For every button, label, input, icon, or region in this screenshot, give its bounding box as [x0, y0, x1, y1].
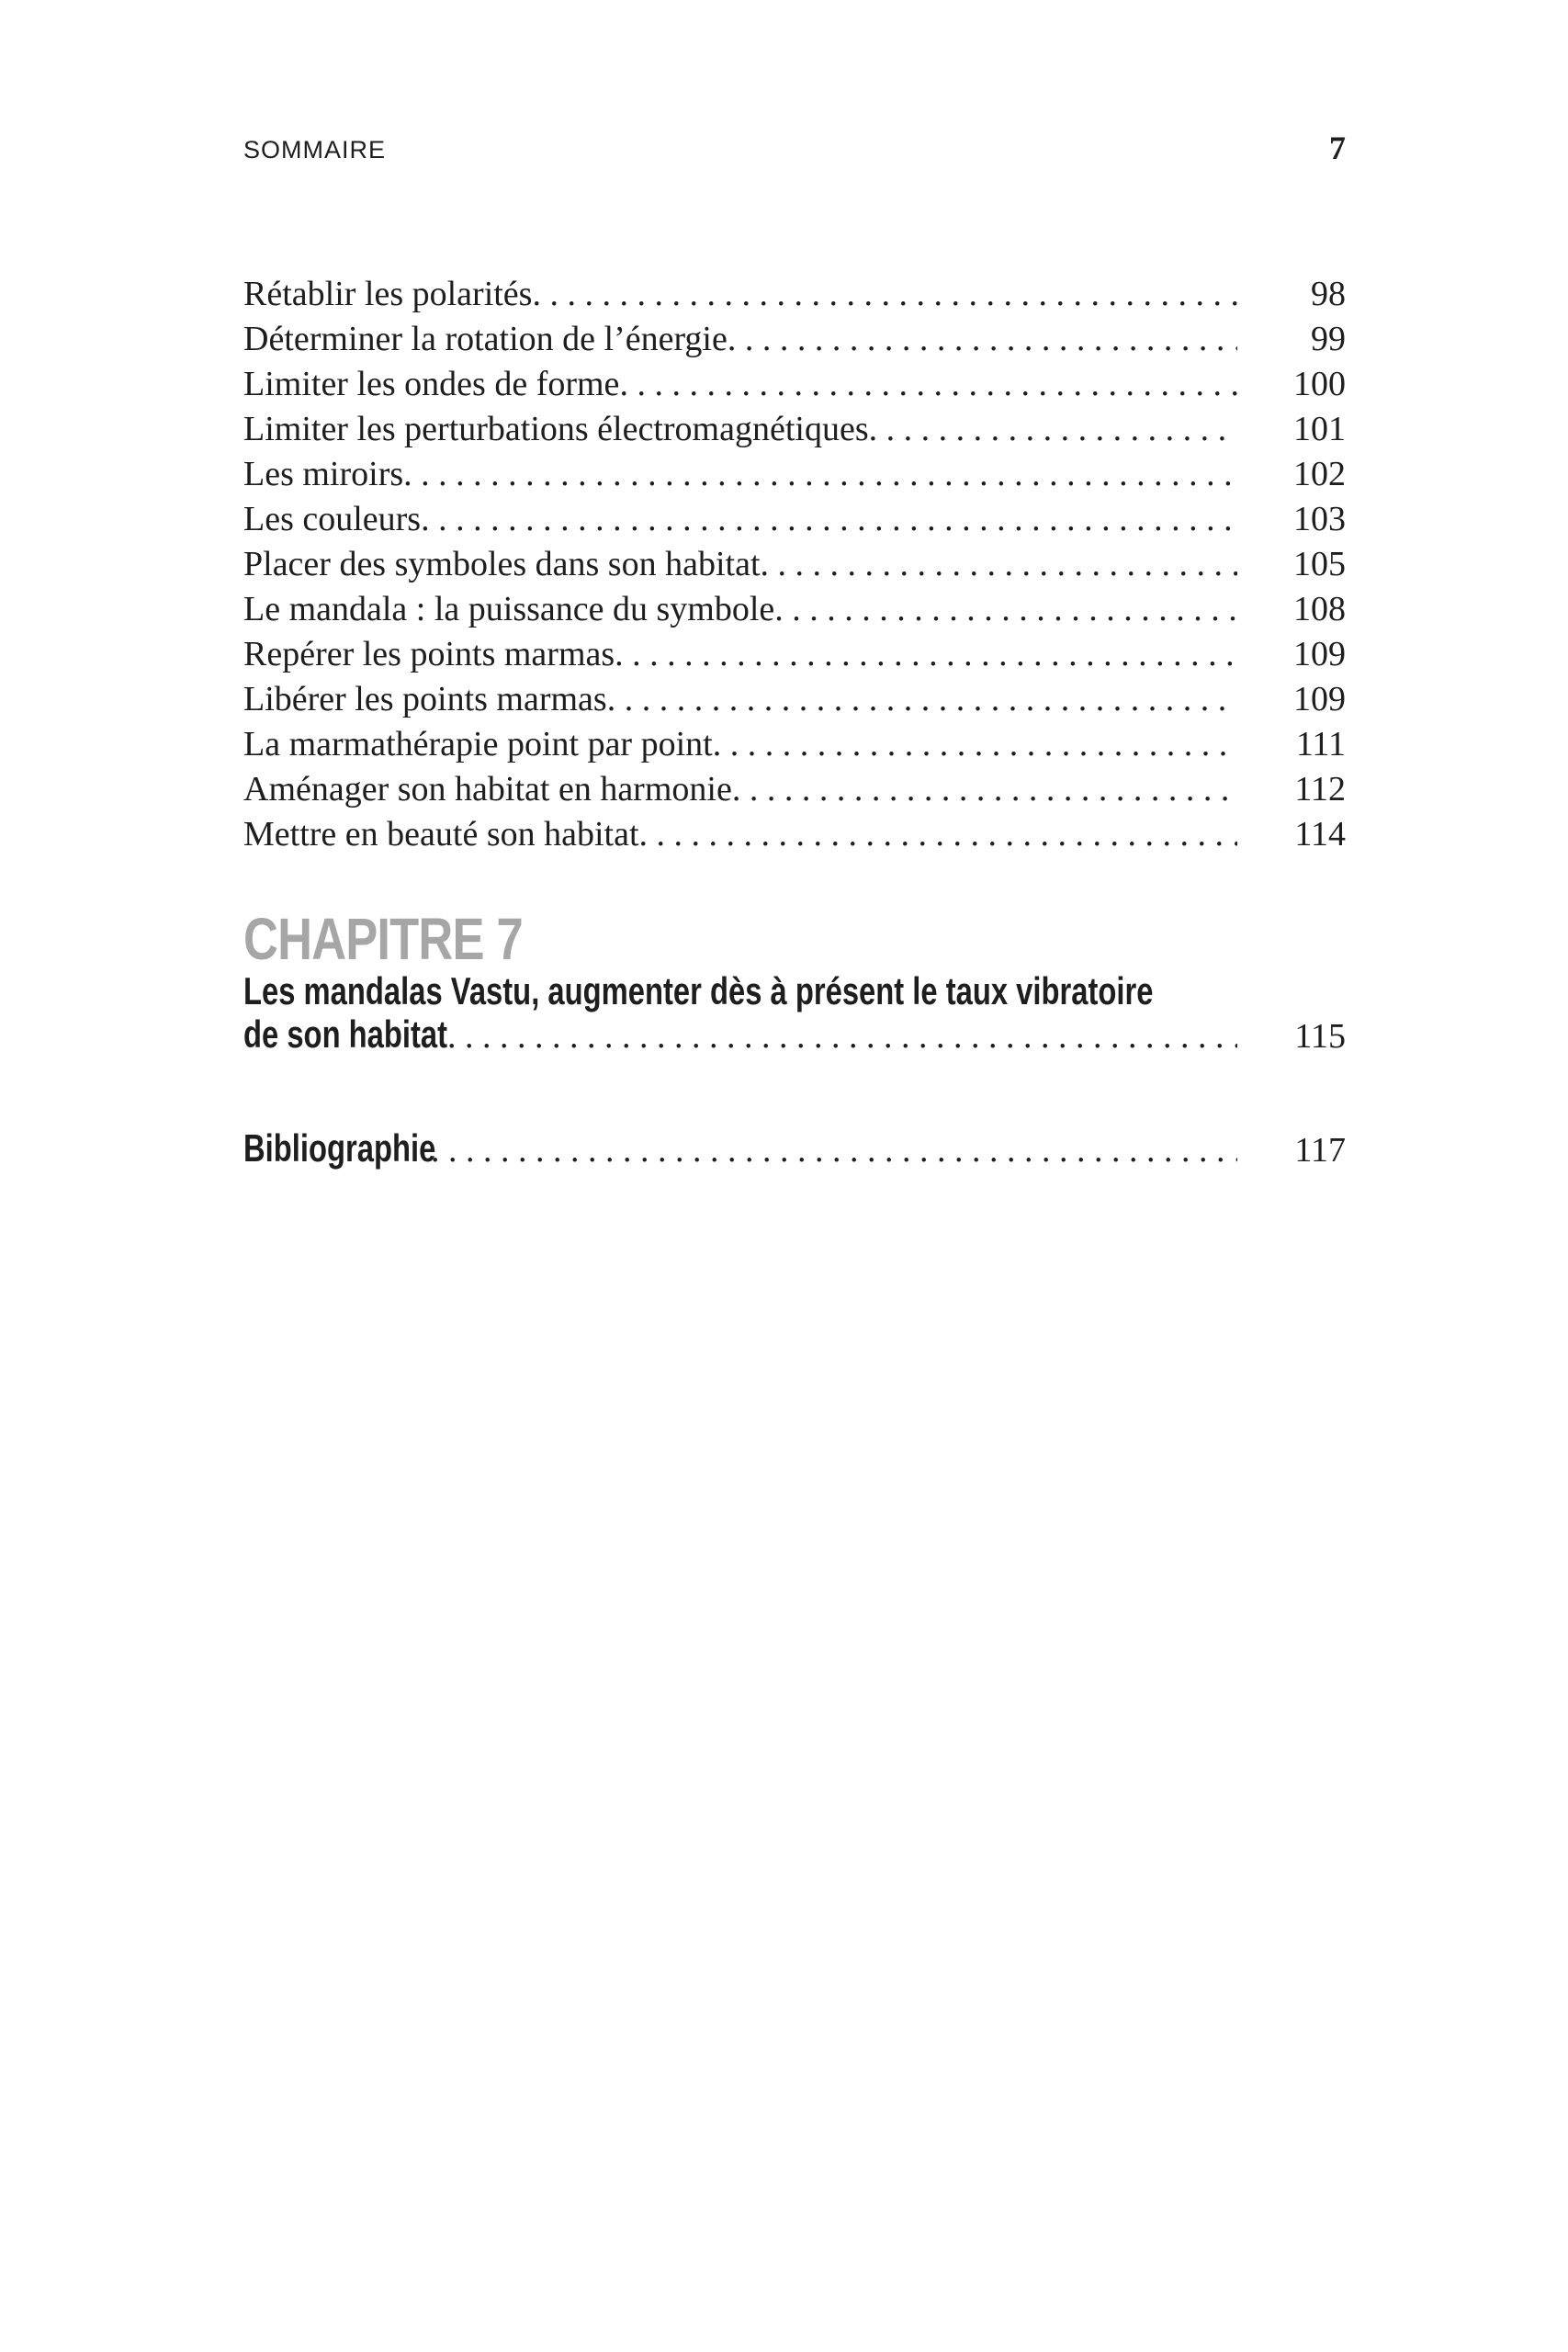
toc-leader-dots	[732, 769, 1237, 809]
chapter-title-line1: Les mandalas Vastu, augmenter dès à présent le taux vibratoire	[243, 969, 1154, 1012]
chapter-title-line2-box	[243, 1012, 447, 1057]
toc-entry[interactable]	[243, 364, 1346, 409]
toc-entry-title: Mettre en beauté son habitat	[243, 815, 639, 854]
toc-entry-page: 114	[1294, 815, 1346, 854]
toc-entry-page: 101	[1293, 410, 1346, 448]
toc-leader-dots	[619, 364, 1237, 404]
toc-entry-title: Repérer les points marmas	[243, 635, 615, 673]
toc-entry-page: 108	[1293, 590, 1346, 628]
toc-entry-title: Les miroirs	[243, 455, 404, 493]
toc-entry-title: La marmathérapie point par point	[243, 725, 713, 763]
toc-leader-dots	[869, 409, 1237, 449]
toc-entry-title: Déterminer la rotation de l’énergie	[243, 320, 728, 358]
bibliography-page: 117	[1294, 1131, 1346, 1170]
toc-leader-dots	[728, 319, 1237, 359]
toc-leader-dots	[615, 634, 1237, 674]
toc-leader-dots	[532, 274, 1237, 314]
toc-entry[interactable]	[243, 499, 1346, 544]
toc-list	[243, 274, 1346, 859]
bibliography-title: Bibliographie	[243, 1126, 436, 1170]
bibliography-entry[interactable]	[243, 1126, 1346, 1170]
chapter-page: 115	[1294, 1017, 1346, 1056]
bibliography-title-box	[243, 1126, 436, 1170]
toc-entry[interactable]	[243, 814, 1346, 859]
toc-leader-dots	[421, 499, 1237, 539]
toc-entry-title: Limiter les ondes de forme	[243, 365, 620, 403]
toc-entry-title: Limiter les perturbations électromagnétiques	[243, 410, 869, 448]
toc-entry-title: Rétablir les polarités	[243, 275, 533, 313]
toc-entry-page: 98	[1311, 275, 1346, 313]
toc-entry[interactable]	[243, 634, 1346, 679]
toc-entry[interactable]	[243, 274, 1346, 319]
toc-leader-dots	[713, 724, 1237, 764]
toc-entry[interactable]	[243, 319, 1346, 364]
running-head: SOMMAIRE	[243, 136, 387, 164]
chapter-label: CHAPITRE 7	[243, 906, 523, 972]
toc-entry-page: 112	[1294, 770, 1346, 808]
toc-entry[interactable]	[243, 679, 1346, 724]
toc-entry-page: 102	[1293, 455, 1346, 493]
toc-leader-dots	[431, 1130, 1237, 1170]
chapter-entry[interactable]	[243, 1012, 1346, 1057]
toc-entry[interactable]	[243, 454, 1346, 499]
toc-entry[interactable]	[243, 769, 1346, 814]
toc-leader-dots	[774, 589, 1237, 629]
toc-entry-title: Les couleurs	[243, 500, 422, 538]
chapter-title-line2: de son habitat	[243, 1012, 448, 1056]
toc-entry-page: 111	[1295, 725, 1346, 763]
toc-entry-title: Placer des symboles dans son habitat	[243, 545, 761, 583]
toc-entry-page: 99	[1311, 320, 1346, 358]
toc-entry-page: 109	[1293, 635, 1346, 673]
toc-leader-dots	[447, 1016, 1237, 1057]
toc-entry-page: 105	[1293, 545, 1346, 583]
toc-leader-dots	[607, 679, 1237, 719]
toc-entry-page: 103	[1293, 500, 1346, 538]
toc-entry[interactable]	[243, 724, 1346, 769]
toc-entry-title: Libérer les points marmas	[243, 680, 607, 718]
toc-leader-dots	[639, 814, 1237, 854]
toc-entry[interactable]	[243, 409, 1346, 454]
toc-leader-dots	[761, 544, 1237, 584]
toc-entry-page: 109	[1293, 680, 1346, 718]
toc-entry[interactable]	[243, 589, 1346, 634]
toc-entry-page: 100	[1293, 365, 1346, 403]
toc-entry-title: Aménager son habitat en harmonie	[243, 770, 732, 808]
toc-entry[interactable]	[243, 544, 1346, 589]
page-number: 7	[1329, 130, 1346, 166]
toc-leader-dots	[403, 454, 1237, 494]
toc-entry-title: Le mandala : la puissance du symbole	[243, 590, 775, 628]
